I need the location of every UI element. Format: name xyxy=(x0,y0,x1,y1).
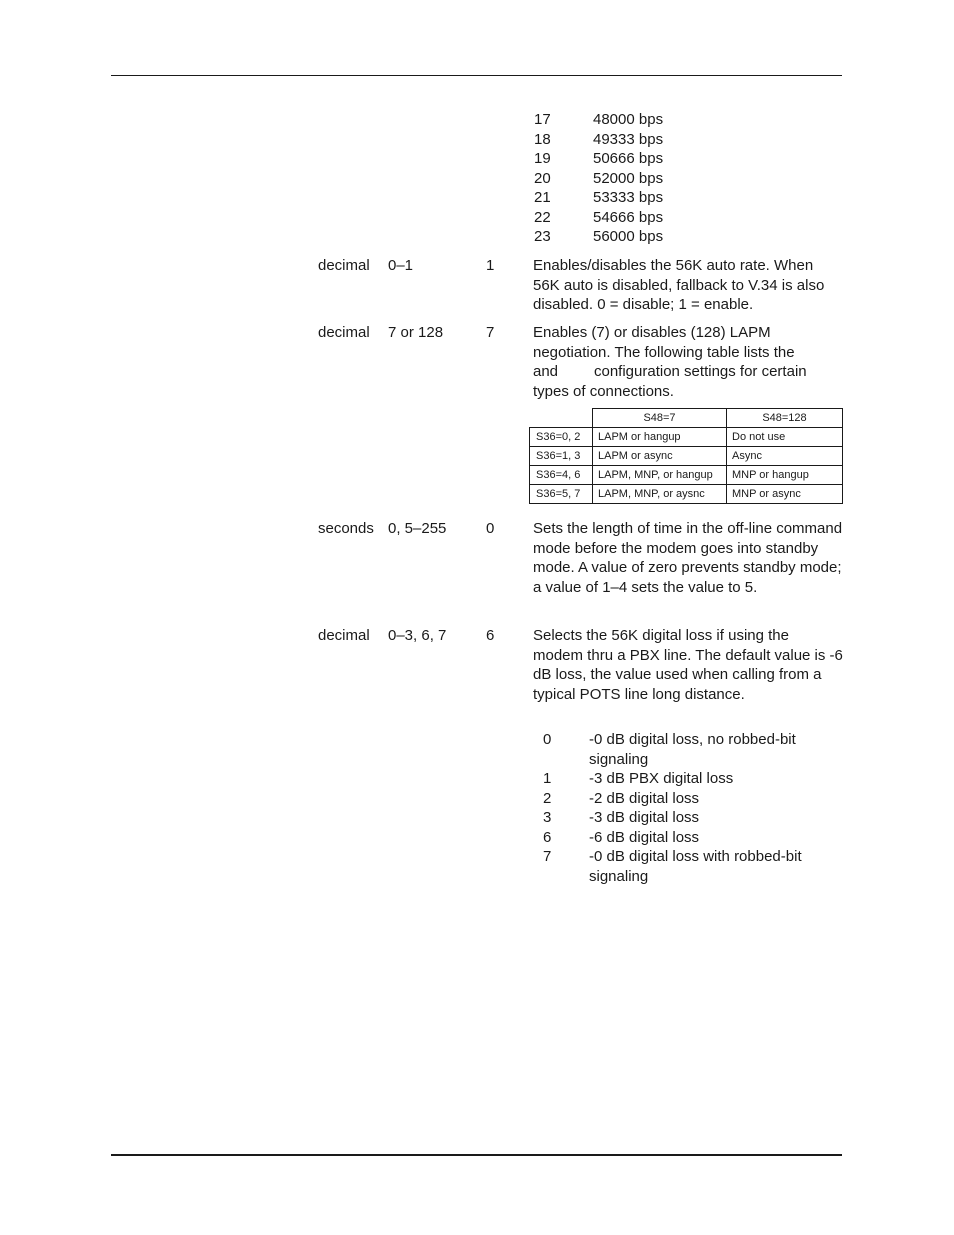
table-row-label: S36=0, 2 xyxy=(530,428,593,447)
rate-value: 54666 bps xyxy=(593,208,664,226)
table-cell: LAPM or async xyxy=(593,447,727,466)
loss-code: 7 xyxy=(543,848,552,865)
rate-value: 53333 bps xyxy=(593,189,664,206)
table-row-label: S36=5, 7 xyxy=(530,485,593,504)
loss-code: 0 xyxy=(543,731,552,748)
table-cell: MNP or hangup xyxy=(727,466,843,485)
table-row xyxy=(530,485,843,504)
table-cell: LAPM, MNP, or hangup xyxy=(593,466,727,485)
table-cell: Async xyxy=(727,447,843,466)
rate-code: 19 xyxy=(534,150,551,167)
loss-description: -2 dB digital loss xyxy=(589,789,700,807)
loss-code: 1 xyxy=(543,770,552,787)
rate-value: 48000 bps xyxy=(593,111,664,128)
loss-description: -0 dB digital loss with robbed-bit signaling xyxy=(589,848,802,885)
table-row xyxy=(530,428,843,447)
table-row xyxy=(530,466,843,485)
rate-value: 50666 bps xyxy=(593,150,664,167)
entry-description-line: configuration settings for certain xyxy=(594,363,807,380)
bottom-rule xyxy=(111,1154,842,1156)
entry-description-line: Enables (7) or disables (128) LAPM xyxy=(533,324,771,341)
entry-default: 6 xyxy=(486,627,495,644)
table-header: S48=128 xyxy=(727,409,843,428)
entry-unit: decimal xyxy=(318,627,370,644)
loss-description: -0 dB digital loss, no robbed-bit signaling xyxy=(589,731,796,768)
table-header: S48=7 xyxy=(593,409,727,428)
entry-description-line: negotiation. The following table lists the xyxy=(533,343,795,361)
loss-code: 3 xyxy=(543,809,552,826)
entry-range: 7 or 128 xyxy=(388,324,444,341)
lapm-settings-table xyxy=(529,408,843,504)
rate-code: 20 xyxy=(534,169,551,187)
loss-code: 2 xyxy=(543,789,552,807)
entry-default: 0 xyxy=(486,520,495,537)
entry-description: Enables/disables the 56K auto rate. When 56K auto is disabled, fallback to V.34 is also disabled. 0 = disable; 1 = enable. xyxy=(533,257,825,313)
table-cell: LAPM, MNP, or aysnc xyxy=(593,485,727,504)
loss-code: 6 xyxy=(543,828,552,846)
rate-code: 23 xyxy=(534,228,551,245)
table-row-label: S36=1, 3 xyxy=(530,447,593,466)
entry-range: 0, 5–255 xyxy=(388,520,447,537)
entry-default: 1 xyxy=(486,257,495,274)
rate-code: 18 xyxy=(534,130,551,148)
rate-code: 21 xyxy=(534,189,551,206)
loss-description: -3 dB digital loss xyxy=(589,809,700,826)
table-row xyxy=(530,447,843,466)
rate-value: 52000 bps xyxy=(593,169,664,187)
entry-range: 0–1 xyxy=(388,257,414,274)
entry-range: 0–3, 6, 7 xyxy=(388,627,447,644)
table-corner xyxy=(530,409,593,428)
rate-value: 49333 bps xyxy=(593,130,664,148)
table-cell: Do not use xyxy=(727,428,843,447)
table-cell: LAPM or hangup xyxy=(593,428,727,447)
rate-code: 22 xyxy=(534,208,551,226)
table-cell: MNP or async xyxy=(727,485,843,504)
rate-value: 56000 bps xyxy=(593,228,664,245)
entry-description: Sets the length of time in the off-line command mode before the modem goes into standby mode. A value of zero prevents standby mode; a value of 1–4 sets the value to 5. xyxy=(533,520,843,596)
top-rule xyxy=(111,75,842,76)
loss-description: -6 dB digital loss xyxy=(589,828,700,846)
entry-unit: decimal xyxy=(318,257,370,274)
entry-default: 7 xyxy=(486,324,495,341)
entry-description-word: and xyxy=(533,363,559,380)
table-header-row xyxy=(530,409,843,428)
rate-code: 17 xyxy=(534,111,551,128)
entry-description: Selects the 56K digital loss if using the modem thru a PBX line. The default value is -6 dB loss, the value used when calling from a typical POTS line long distance. xyxy=(533,627,843,703)
table-row-label: S36=4, 6 xyxy=(530,466,593,485)
entry-unit: seconds xyxy=(318,520,374,537)
loss-description: -3 dB PBX digital loss xyxy=(589,770,734,787)
entry-unit: decimal xyxy=(318,324,370,341)
entry-description-line: types of connections. xyxy=(533,382,674,400)
